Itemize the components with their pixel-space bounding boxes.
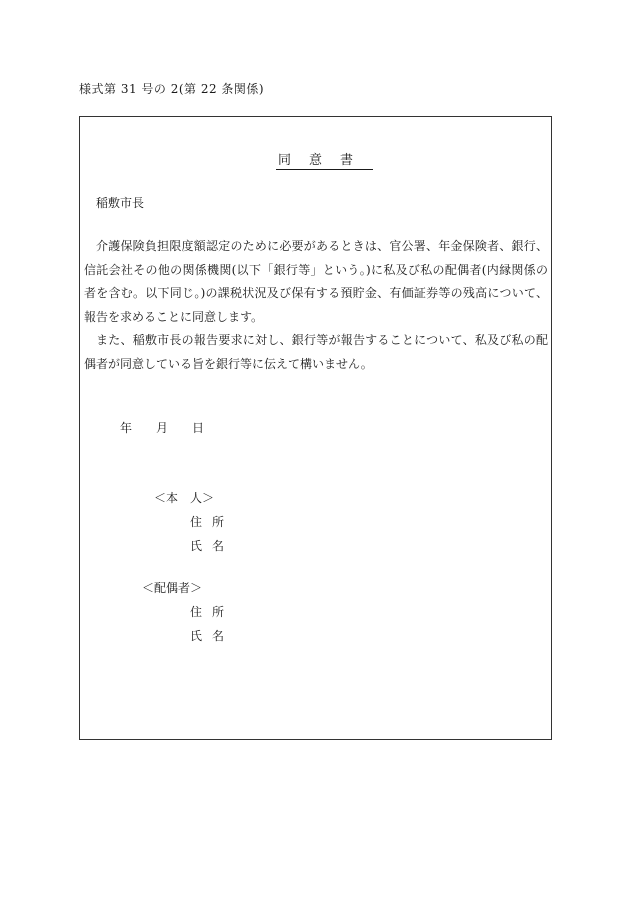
date-year-label: 年 — [120, 421, 133, 435]
principal-name-label: 氏名 — [190, 539, 235, 553]
date-day-label: 日 — [192, 421, 205, 435]
spouse-address-label: 住所 — [190, 605, 235, 619]
principal-address-label: 住所 — [190, 515, 235, 529]
date-month-label: 月 — [156, 421, 169, 435]
consent-paragraph-1: 介護保険負担限度額認定のために必要があるときは、官公署、年金保険者、銀行、信託会社その他の関係機関(以下「銀行等」という。)に私及び私の配偶者(内縁関係の者を含む。以下同じ。)の課税状況及び保有する預貯金、有価証券等の残高について、報告を求めることに同意します。 — [84, 239, 548, 324]
consent-form-frame — [79, 116, 552, 740]
document-title: 同意書 — [276, 149, 373, 170]
spouse-name-label: 氏名 — [190, 629, 235, 643]
consent-paragraph-2: また、稲敷市長の報告要求に対し、銀行等が報告することについて、私及び私の配偶者が同意している旨を銀行等に伝えて構いません。 — [84, 333, 548, 371]
date-line — [120, 419, 204, 436]
consent-body — [84, 235, 548, 376]
principal-label: ＜本 人＞ — [154, 491, 215, 505]
form-number: 様式第 31 号の 2(第 22 条関係) — [79, 82, 265, 96]
addressee: 稲敷市長 — [96, 196, 145, 210]
document-title-row — [80, 149, 551, 170]
spouse-label: ＜配偶者＞ — [142, 581, 203, 595]
